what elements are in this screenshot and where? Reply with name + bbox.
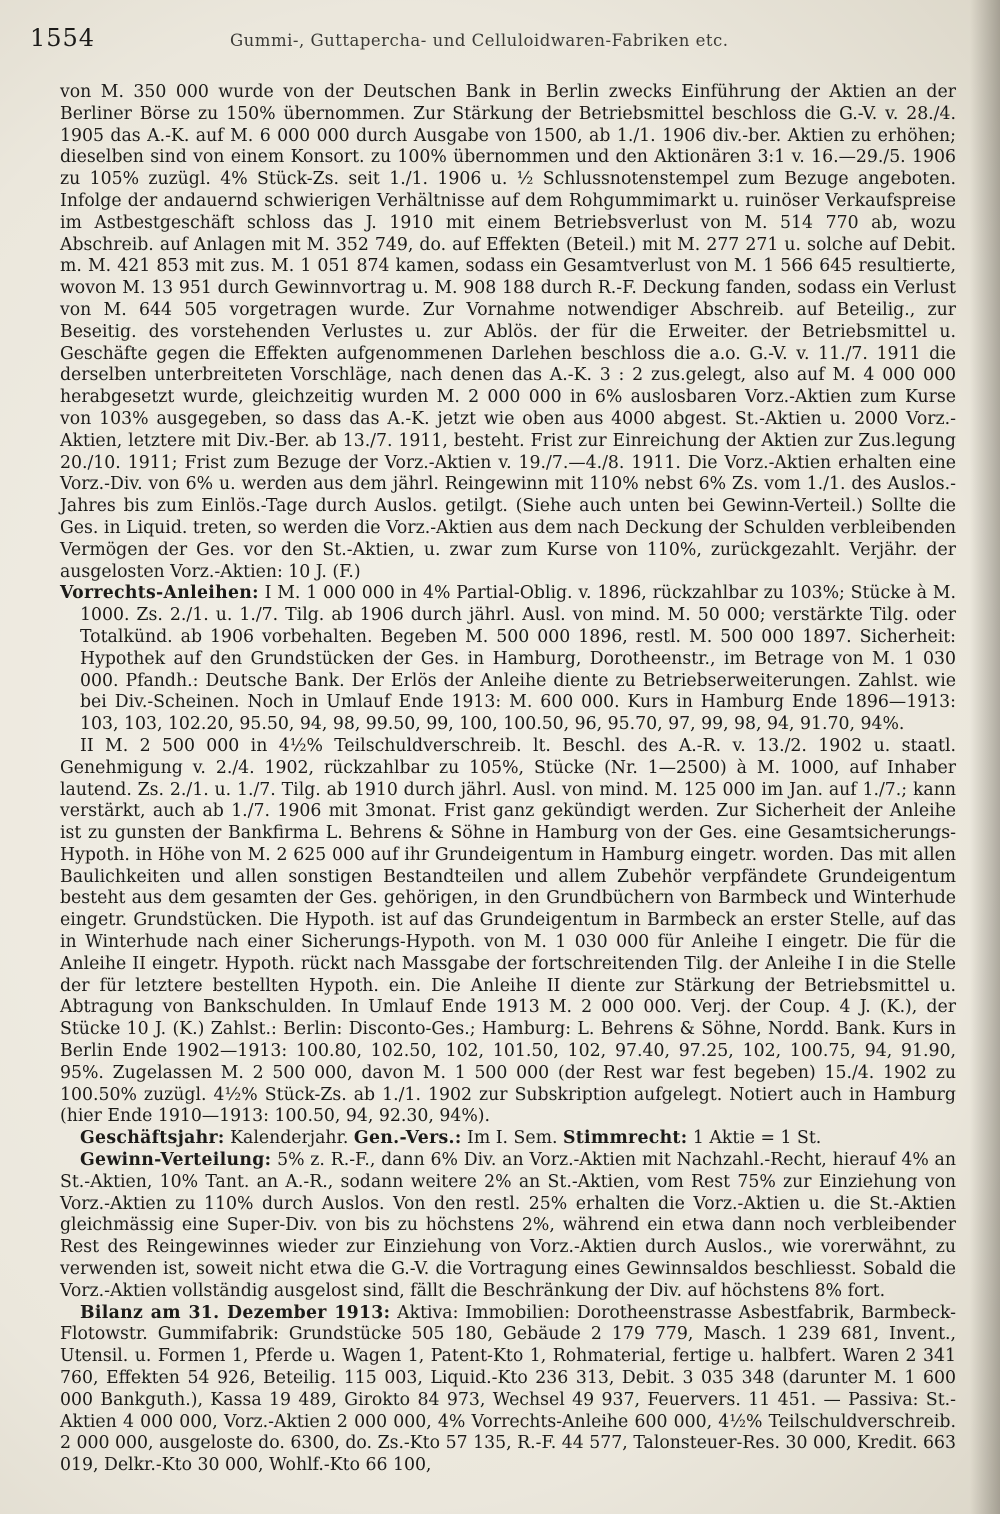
section-heading: Stimmrecht: xyxy=(562,1128,688,1149)
paragraph-text: Kalenderjahr. xyxy=(224,1128,354,1149)
section-heading: Gen.-Vers.: xyxy=(353,1128,462,1149)
section-heading: Bilanz am 31. Dezember 1913: xyxy=(80,1302,391,1323)
paragraph-text: Im I. Sem. xyxy=(461,1128,563,1149)
paragraph-gewinn-verteilung xyxy=(60,1150,956,1303)
page-header xyxy=(30,24,956,52)
paragraph-capital-history xyxy=(60,82,956,583)
paragraph-anleihe-2 xyxy=(60,736,956,1128)
paragraph-vorrechts-anleihen xyxy=(60,583,956,736)
running-head: Gummi-, Guttapercha- und Celluloidwaren-Fabriken etc. xyxy=(230,31,729,50)
section-heading: Vorrechts-Anleihen: xyxy=(60,583,259,604)
paragraph-text: II M. 2 500 000 in 4½% Teilschuldverschreib. lt. Beschl. des A.-R. v. 13./2. 1902 u. staatl. Genehmigung v. 2./4. 1902, rückzahlbar zu 105%, Stücke (Nr. 1—2500) à M. 1000, auf Inhaber lautend. Zs. 2./1. u. 1./7. Tilg. ab 1910 durch jährl. Ausl. von mind. M. 125 000 im Jan. auf 1./7.; kann verstärkt, auch ab 1./7. 1906 mit 3monat. Frist ganz gekündigt werden. Zur Sicherheit der Anleihe ist zu gunsten der Bankfirma L. Behrens & Söhne in Hamburg von der Ges. eine Gesamtsicherungs-Hypoth. in Höhe von M. 2 625 000 auf ihr Grundeigentum in Hamburg eingetr. worden. Das mit allen Baulichkeiten und allen sonstigen Bestandteilen und allem Zubehör verpfändete Grundeigentum besteht aus dem gesamten der Ges. gehörigen, in den Grundbüchern von Barmbeck und Winterhude eingetr. Grundstücken. Die Hypoth. ist auf das Grundeigentum in Barmbeck an erster Stelle, auf das in Winterhude nach einer Sicherungs-Hypoth. von M. 1 030 000 für Anleihe I eingetr. Die für die Anleihe II eingetr. Hypoth. rückt nach Massgabe der fortschreitenden Tilg. der Anleihe I in die Stelle der für letztere bestellten Hypoth. ein. Die Anleihe II diente zur Stärkung der Betriebsmittel u. Abtragung von Bankschulden. In Umlauf Ende 1913 M. 2 000 000. Verj. der Coup. 4 J. (K.), der Stücke 10 J. (K.) Zahlst.: Berlin: Disconto-Ges.; Hamburg: L. Behrens & Söhne, Nordd. Bank. Kurs in Berlin Ende 1902—1913: 100.80, 102.50, 102, 101.50, 102, 97.40, 97.25, 102, 100.75, 94, 91.90, 95%. Zugelassen M. 2 500 000, davon M. 1 500 000 (der Rest war fest begeben) 15./4. 1902 zu 100.50% zuzügl. 4½% Stück-Zs. ab 1./1. 1902 zur Subskription aufgelegt. Notiert auch in Hamburg (hier Ende 1910—1913: 100.50, 94, 92.30, 94%). xyxy=(60,735,956,1127)
paragraph-text: I M. 1 000 000 in 4% Partial-Oblig. v. 1896, rückzahlbar zu 103%; Stücke à M. 1000. Zs. 2./1. u. 1./7. Tilg. ab 1906 durch jährl. Ausl. von mind. M. 50 000; verstärkte Tilg. oder Totalkünd. ab 1906 vorbehalten. Begeben M. 500 000 1896, restl. M. 500 000 1897. Sicherheit: Hypothek auf den Grundstücken der Ges. in Hamburg, Dorotheenstr., im Betrage von M. 1 030 000. Pfandh.: Deutsche Bank. Der Erlös der Anleihe diente zu Betriebserweiterungen. Zahlst. wie bei Div.-Scheinen. Noch in Umlauf Ende 1913: M. 600 000. Kurs in Hamburg Ende 1896—1913: 103, 103, 102.20, 95.50, 94, 98, 99.50, 99, 100, 100.50, 96, 95.70, 97, 99, 98, 94, 91.70, 94%. xyxy=(80,583,956,735)
section-heading: Geschäftsjahr: xyxy=(80,1128,225,1149)
binding-shadow xyxy=(970,0,1000,1514)
paragraph-text: Aktiva: Immobilien: Dorotheenstrasse Asbestfabrik, Barmbeck-Flotowstr. Gummifabrik: Grundstücke 505 180, Gebäude 2 179 779, Masch. 1 239 681, Invent., Utensil. u. Formen 1, Pferde u. Wagen 1, Patent-Kto 1, Rohmaterial, fertige u. halbfert. Waren 2 341 760, Effekten 54 926, Beteilig. 115 003, Liquid.-Kto 236 313, Debit. 3 035 348 (darunter M. 1 600 000 Bankguth.), Kassa 19 489, Girokto 84 973, Wechsel 49 937, Feuervers. 11 451. — Passiva: St.-Aktien 4 000 000, Vorz.-Aktien 2 000 000, 4% Vorrechts-Anleihe 600 000, 4½% Teilschuldverschreib. 2 000 000, ausgeloste do. 6300, do. Zs.-Kto 57 135, R.-F. 44 577, Talonsteuer-Res. 30 000, Kredit. 663 019, Delkr.-Kto 30 000, Wohlf.-Kto 66 100, xyxy=(60,1302,956,1476)
paragraph-text: von M. 350 000 wurde von der Deutschen Bank in Berlin zwecks Einführung der Aktien an der Berliner Börse zu 150% übernommen. Zur Stärkung der Betriebsmittel beschloss die G.-V. v. 28./4. 1905 das A.-K. auf M. 6 000 000 durch Ausgabe von 1500, ab 1./1. 1906 div.-ber. Aktien zu erhöhen; dieselben sind von einem Konsort. zu 100% übernommen und den Aktionären 3:1 v. 16.—29./5. 1906 zu 105% zuzügl. 4% Stück-Zs. seit 1./1. 1906 u. ½ Schlussnotenstempel zum Bezuge angeboten. Infolge der andauernd schwierigen Verhältnisse auf dem Rohgummimarkt u. ruinöser Verkaufspreise im Astbestgeschäft schloss das J. 1910 mit einem Betriebsverlust von M. 514 770 ab, wozu Abschreib. auf Anlagen mit M. 352 749, do. auf Effekten (Beteil.) mit M. 277 271 u. solche auf Debit. m. M. 421 853 mit zus. M. 1 051 874 kamen, sodass ein Gesamtverlust von M. 1 566 645 resultierte, wovon M. 13 951 durch Gewinnvortrag u. M. 908 188 durch R.-F. Deckung fanden, sodass ein Verlust von M. 644 505 vorgetragen wurde. Zur Vornahme notwendiger Abschreib. auf Beteilig., zur Beseitig. des vorstehenden Verlustes u. zur Ablös. der für die Erweiter. der Betriebsmittel u. Geschäfte gegen die Effekten aufgenommenen Darlehen beschloss die a.o. G.-V. v. 11./7. 1911 die derselben unterbreiteten Vorschläge, nach denen das A.-K. 3 : 2 zus.gelegt, also auf M. 4 000 000 herabgesetzt wurde, gleichzeitig wurden M. 2 000 000 in 6% auslosbaren Vorz.-Aktien zum Kurse von 103% ausgegeben, so dass das A.-K. jetzt wie oben aus 4000 abgest. St.-Aktien u. 2000 Vorz.-Aktien, letztere mit Div.-Ber. ab 13./7. 1911, besteht. Frist zur Einreichung der Aktien zur Zus.legung 20./10. 1911; Frist zum Bezuge der Vorz.-Aktien v. 19./7.—4./8. 1911. Die Vorz.-Aktien erhalten eine Vorz.-Div. von 6% u. werden aus dem jährl. Reingewinn mit 110% nebst 6% Zs. vom 1./1. des Auslos.-Jahres bis zum Einlös.-Tage durch Auslos. getilgt. (Siehe auch unten bei Gewinn-Verteil.) Sollte die Ges. in Liquid. treten, so werden die Vorz.-Aktien aus dem nach Deckung der Schulden verbleibenden Vermögen der Ges. vor den St.-Aktien, u. zwar zum Kurse von 110%, zurückgezahlt. Verjähr. der ausgelosten Vorz.-Aktien: 10 J. (F.) xyxy=(60,82,956,582)
paragraph-bilanz xyxy=(60,1303,956,1477)
page-number: 1554 xyxy=(30,24,96,52)
paragraph-text: 1 Aktie = 1 St. xyxy=(687,1128,822,1149)
section-heading: Gewinn-Verteilung: xyxy=(80,1150,272,1171)
paragraph-geschaeftsjahr xyxy=(60,1128,956,1150)
paragraph-text: 5% z. R.-F., dann 6% Div. an Vorz.-Aktien mit Nachzahl.-Recht, hierauf 4% an St.-Aktien, 10% Tant. an A.-R., sodann weitere 2% an St.-Aktien, vom Rest 75% zur Einziehung von Vorz.-Aktien zu 110% durch Auslos. Von den restl. 25% erhalten die Vorz.-Aktien u. die St.-Aktien gleichmässig eine Super-Div. von bis zu höchstens 2%, während ein etwa dann noch verbleibender Rest des Reingewinnes wieder zur Einziehung von Vorz.-Aktien durch Auslos., wie vorerwähnt, zu verwenden ist, soweit nicht etwa die G.-V. die Vortragung eines Gewinnsaldos beschliesst. Sobald die Vorz.-Aktien vollständig ausgelost sind, fällt die Beschränkung der Div. auf höchstens 8% fort. xyxy=(60,1150,956,1301)
